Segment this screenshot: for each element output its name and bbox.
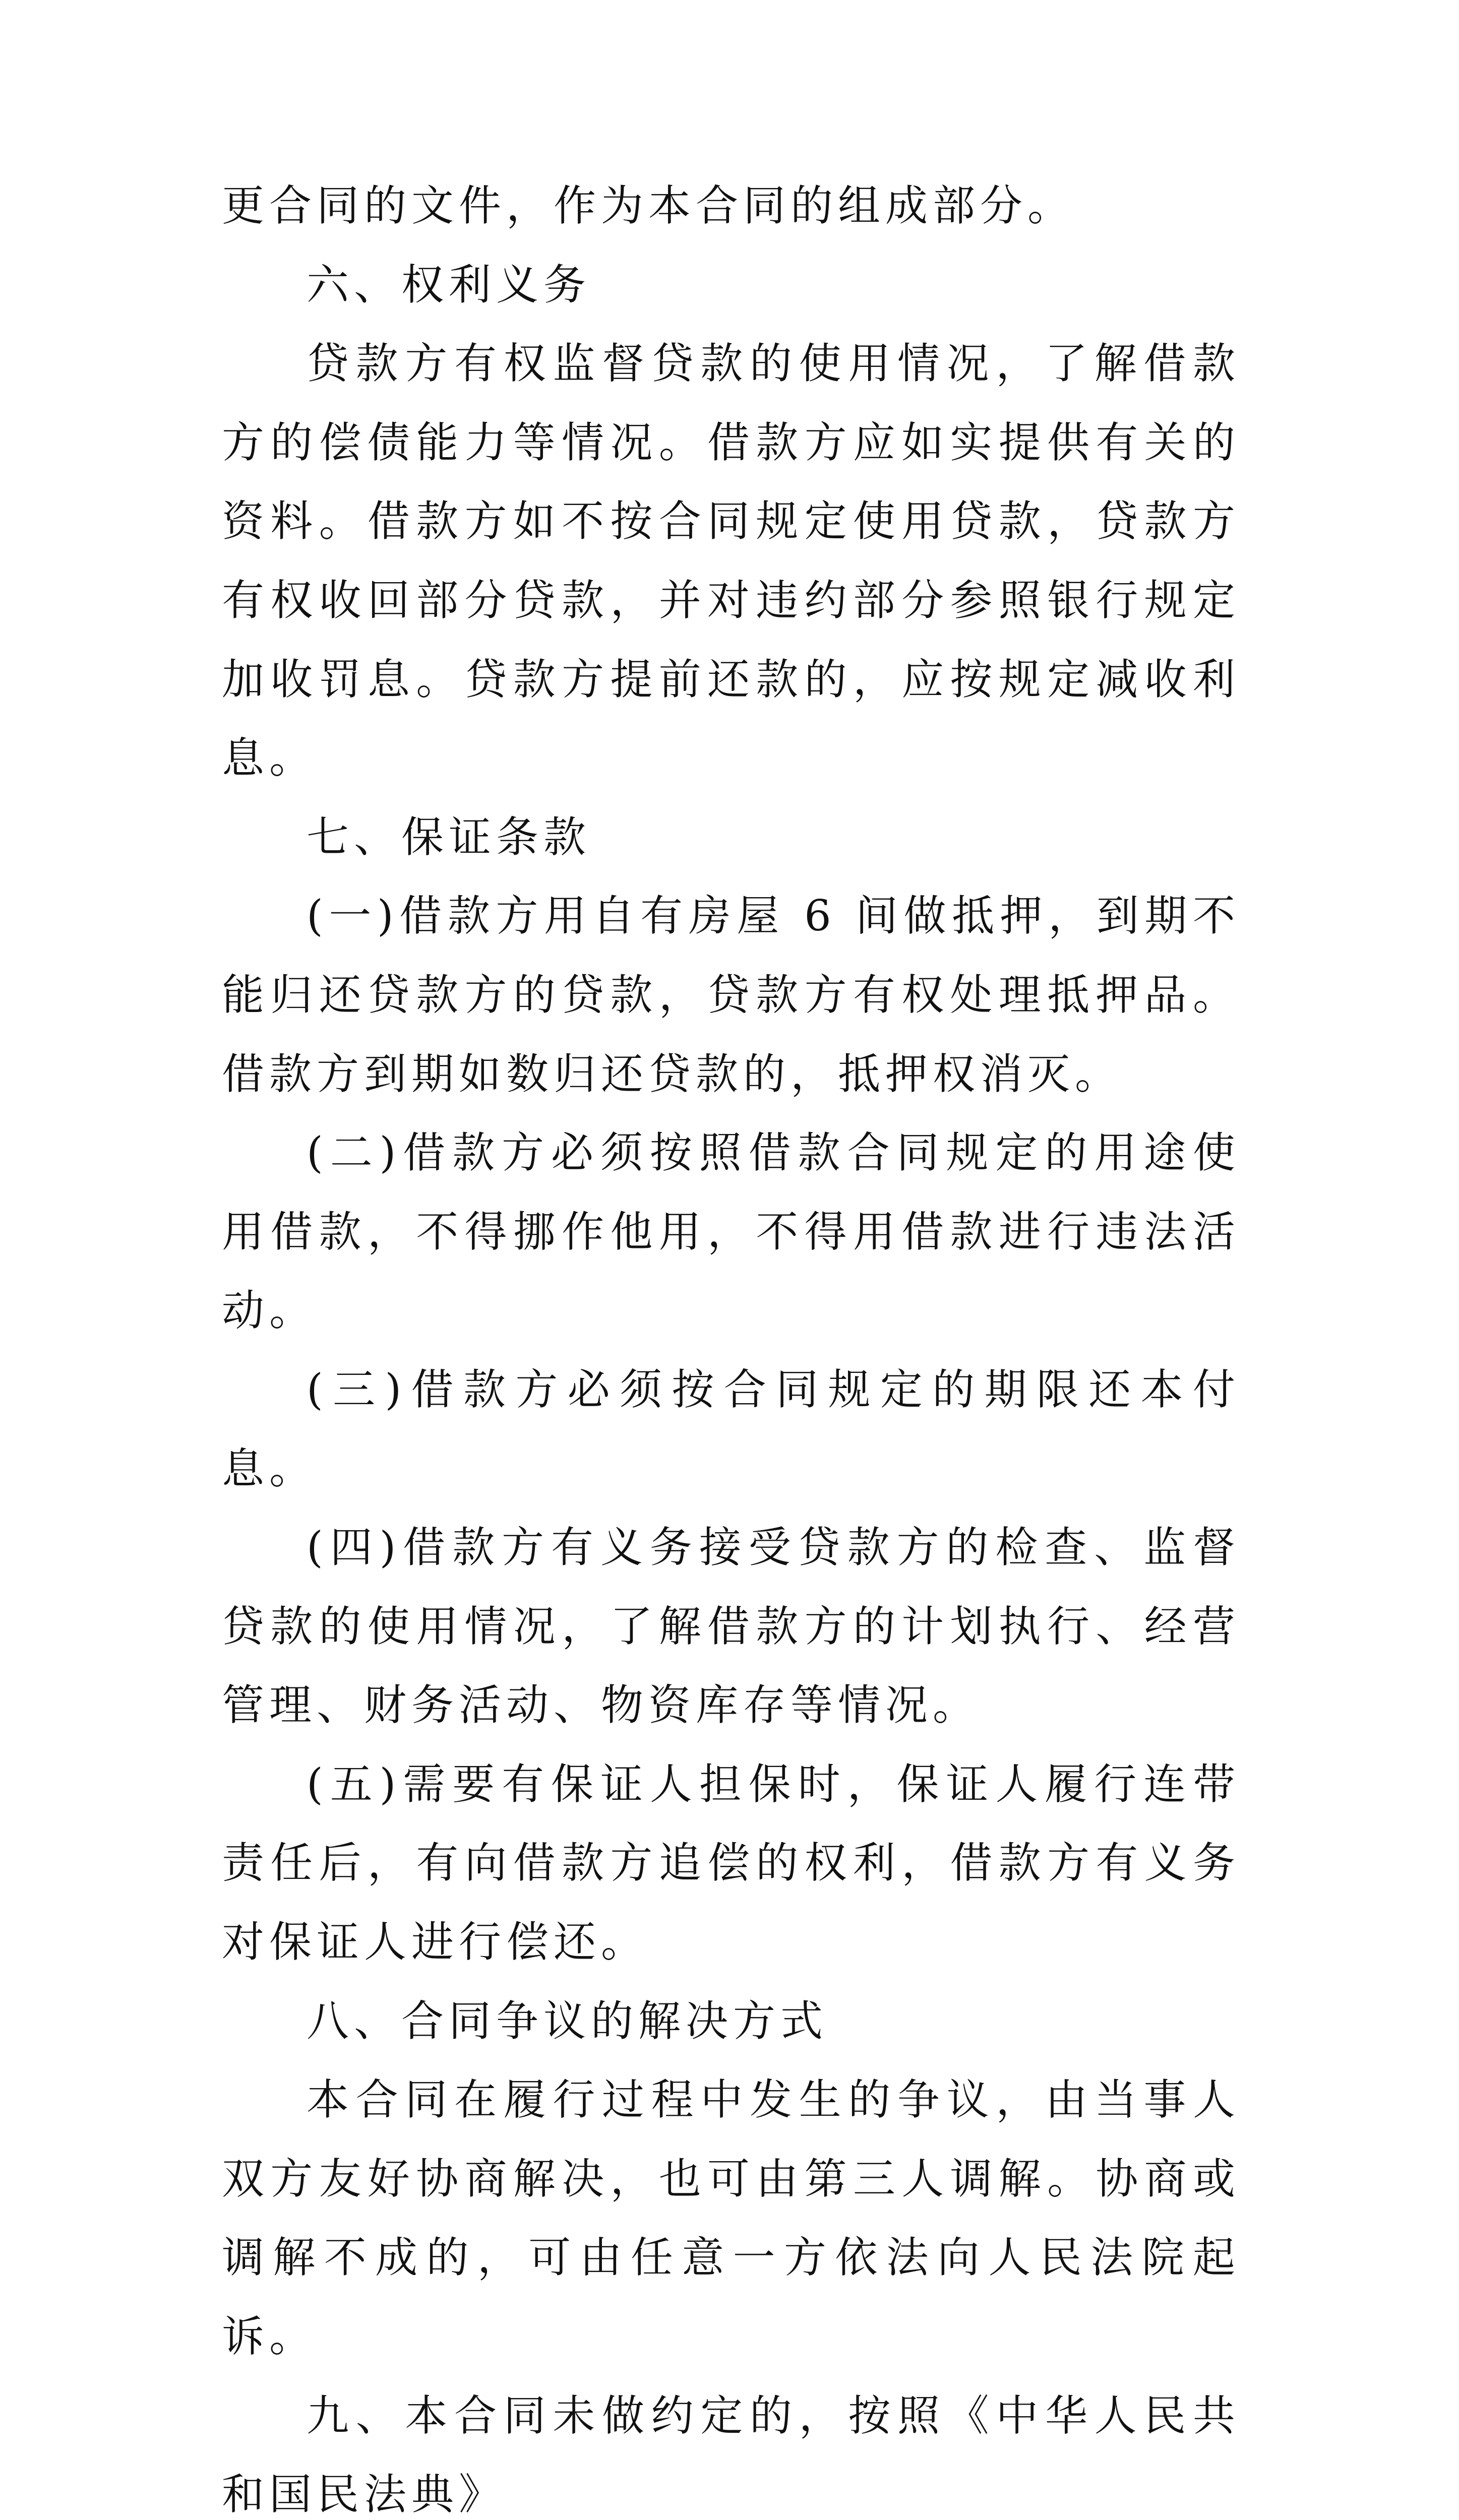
paragraph-clause-9: 九、本合同未做约定的，按照《中华人民共和国民法典》: [222, 2390, 1240, 2519]
paragraph-guarantee-1: (一)借款方用自有房屋 6 间做抵押，到期不能归还贷款方的贷款，贷款方有权处理抵押品。借款方到期如数归还贷款的，抵押权消灭。: [222, 891, 1240, 1099]
paragraph-guarantee-3: (三)借款方必须按合同规定的期限还本付息。: [222, 1364, 1240, 1493]
paragraph-guarantee-2: (二)借款方必须按照借款合同规定的用途使用借款，不得挪作他用，不得用借款进行违法活动。: [222, 1128, 1240, 1336]
paragraph-continuation: 更合同的文件，作为本合同的组成部分。: [222, 181, 1075, 230]
section-heading-rights-obligations: 六、权利义务: [307, 260, 591, 309]
paragraph-dispute: 本合同在履行过程中发生的争议，由当事人双方友好协商解决，也可由第三人调解。协商或调解不成的，可由任意一方依法向人民法院起诉。: [222, 2075, 1240, 2362]
section-heading-guarantee-terms: 七、保证条款: [307, 812, 591, 862]
paragraph-guarantee-4: (四)借款方有义务接受贷款方的检查、监督贷款的使用情况，了解借款方的计划执行、经营管理、财务活动、物资库存等情况。: [222, 1523, 1240, 1730]
section-heading-dispute-resolution: 八、合同争议的解决方式: [307, 1996, 828, 2046]
paragraph-guarantee-5: (五)需要有保证人担保时，保证人履行连带责任后，有向借款方追偿的权利，借款方有义务对保证人进行偿还。: [222, 1759, 1240, 1967]
paragraph-rights: 贷款方有权监督贷款的使用情况，了解借款方的偿债能力等情况。借款方应如实提供有关的资料。借款方如不按合同规定使用贷款，贷款方有权收回部分贷款，并对违约部分参照银行规定加收罚息。贷款方提前还款的，应按规定减收利息。: [222, 339, 1240, 783]
document-page: [222, 166, 1240, 2520]
